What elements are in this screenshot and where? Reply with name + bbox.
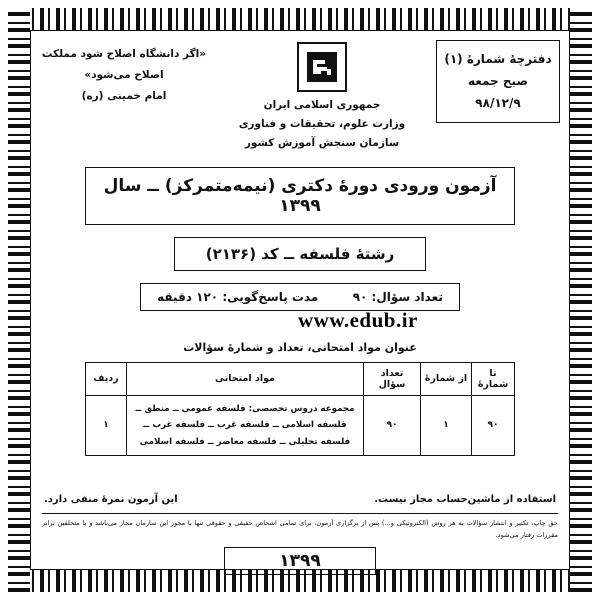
table-header-row [86, 362, 515, 395]
questions-count: تعداد سؤال: ۹۰ [352, 289, 443, 304]
th-count: تعداد سؤال [364, 362, 421, 395]
table-row [86, 395, 515, 456]
watermark-text: www.edub.ir [298, 308, 418, 332]
cell-count: ۹۰ [364, 395, 421, 456]
border-band-right [570, 8, 592, 592]
slogan-quote: «اگر دانشگاه اصلاح شود مملکت اصلاح می‌شود» [41, 48, 207, 81]
th-from: از شمارۀ [421, 362, 472, 395]
booklet-number: دفترچۀ شمارۀ (۱) [444, 52, 552, 66]
slogan-block [40, 40, 208, 107]
note-negative-mark: این آزمون نمرۀ منفی دارد. [44, 494, 178, 506]
cell-to: ۹۰ [472, 395, 515, 456]
org-line-3: سازمان سنجش آموزش کشور [244, 136, 400, 149]
border-band-top [8, 8, 592, 30]
copyright-notice: حق چاپ، تکثیر و انتشار سؤالات به هر روش (الکترونیکی و...) پس از برگزاری آزمون، برای تمامی اشخاص حقیقی و حقوقی تنها با مجوز این سازمان مجاز می‌باشد و با متخلفین برابر مقررات رفتار می‌شود. [42, 519, 558, 539]
cell-row-number: ۱ [86, 395, 127, 456]
footer-notes [40, 494, 560, 505]
booklet-info-box [436, 40, 560, 123]
exam-title-box: آزمون ورودی دورۀ دکتری (نیمه‌متمرکز) ــ سال ۱۳۹۹ [85, 167, 515, 225]
booklet-session: صبح جمعه [467, 74, 529, 89]
org-line-1: جمهوری اسلامی ایران [263, 99, 381, 111]
table-caption: عنوان مواد امتحانی، تعداد و شمارۀ سؤالات [183, 340, 417, 354]
booklet-date: ۹۸/۱۲/۹ [475, 96, 521, 111]
note-calculator: استفاده از ماشین‌حساب مجاز نیست. [374, 494, 556, 506]
field-title-box: رشتۀ فلسفه ــ کد (۲۱۳۶) [174, 237, 426, 271]
th-row: ردیف [86, 362, 127, 395]
organization-block [208, 40, 436, 153]
cell-from: ۱ [421, 395, 472, 456]
year-box: ۱۳۹۹ [224, 547, 376, 575]
footer-divider [42, 513, 558, 514]
exam-duration: مدت پاسخ‌گویی: ۱۲۰ دقیقه [157, 289, 319, 304]
th-to: تا شمارۀ [472, 362, 515, 395]
slogan-attribution: امام خمینی (ره) [81, 90, 167, 102]
border-band-left [8, 8, 30, 592]
page-content [30, 30, 570, 570]
page-header [40, 40, 560, 153]
th-subject: مواد امتحانی [127, 362, 364, 395]
sanjesh-logo-icon [297, 42, 347, 92]
exam-subjects-table [85, 362, 515, 457]
cell-subject: مجموعه دروس تخصصی: فلسفه عمومی ــ منطق ــ فلسفه اسلامی ــ فلسفه غرب ــ فلسفه غرب ــ فلسفه تحلیلی ــ فلسفه معاصر ــ فلسفه اسلامی [127, 395, 364, 456]
exam-meta-box [140, 283, 460, 311]
org-line-2: وزارت علوم، تحقیقات و فناوری [238, 117, 406, 130]
